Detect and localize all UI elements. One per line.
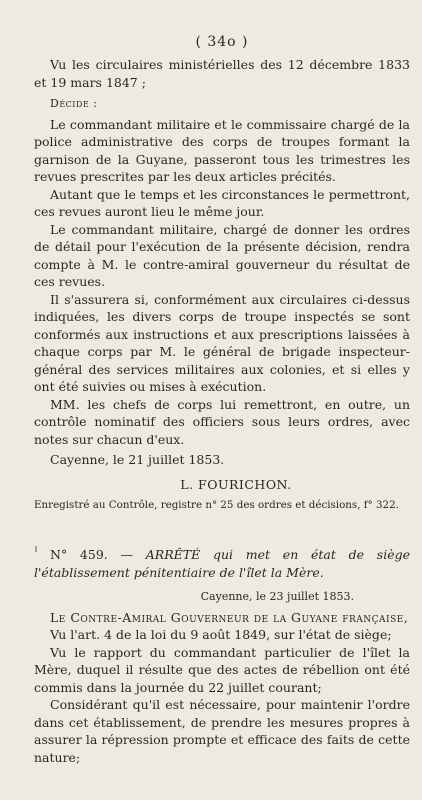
arrete-paragraph-3: Vu le rapport du commandant particulier de l'îlet la Mère, duquel il résulte que des actes de rébellion ont été commis dans la journée du 22 juillet courant; — [34, 644, 410, 695]
date-line: Cayenne, le 21 juillet 1853. — [50, 452, 225, 467]
heading-decide: Décide : — [50, 97, 98, 110]
paragraph-2: Autant que le temps et les circonstances le permettront, ces revues auront lieu le même jour. — [34, 186, 410, 219]
arrete-paragraph-4: Considérant qu'il est nécessaire, pour maintenir l'ordre dans cet établissement, de prendre les mesures propres à assurer la répression prompte et efficace des faits de cette nature; — [34, 697, 410, 765]
signature: L. FOURICHON. — [180, 476, 292, 492]
section-divider-mark — [34, 537, 38, 543]
arrete-intro: Le Contre-Amiral Gouverneur de la Guyane française, — [50, 609, 409, 625]
paragraph-3: Le commandant militaire, chargé de donner les ordres de détail pour l'exécution de la présente décision, rendra compte à M. le contre-amiral gouverneur du résultat de ces revues. — [34, 221, 410, 289]
paragraph-5: MM. les chefs de corps lui remettront, en outre, un contrôle nominatif des officiers sous leurs ordres, avec notes sur chacun d'eux. — [34, 396, 410, 447]
arrete-title: ARRÊTÉ qui met en état de siège l'établissement pénitentiaire de l'îlet la Mère. — [34, 546, 410, 580]
arrete-number: N° 459. — — [50, 546, 134, 562]
paragraph-vu: Vu les circulaires ministérielles des 12 décembre 1833 et 19 mars 1847 ; — [34, 57, 410, 90]
paragraph-4: Il s'assurera si, conformément aux circulaires ci-dessus indiquées, les divers corps de troupe inspectés se sont conformés aux instructions et aux prescriptions laissées à chaque corps par M. le général de brigade inspecteur-général des services militaires aux colonies, et si elles y ont été suivies ou mises à exécution. — [34, 291, 410, 394]
page-number: ( 34o ) — [195, 34, 249, 50]
paragraph-1: Le commandant militaire et le commissaire chargé de la police administrative des corps de troupes formant la garnison de la Guyane, passeront tous les trimestres les revues prescrites par les deux articles précités. — [34, 116, 410, 184]
registration-note: Enregistré au Contrôle, registre n° 25 des ordres et décisions, f° 322. — [34, 498, 399, 511]
arrete-paragraph-1 — [34, 609, 410, 627]
arrete-heading — [34, 546, 410, 582]
arrete-paragraph-2: Vu l'art. 4 de la loi du 9 août 1849, sur l'état de siège; — [50, 627, 392, 642]
arrete-place-date: Cayenne, le 23 juillet 1853. — [200, 589, 354, 603]
